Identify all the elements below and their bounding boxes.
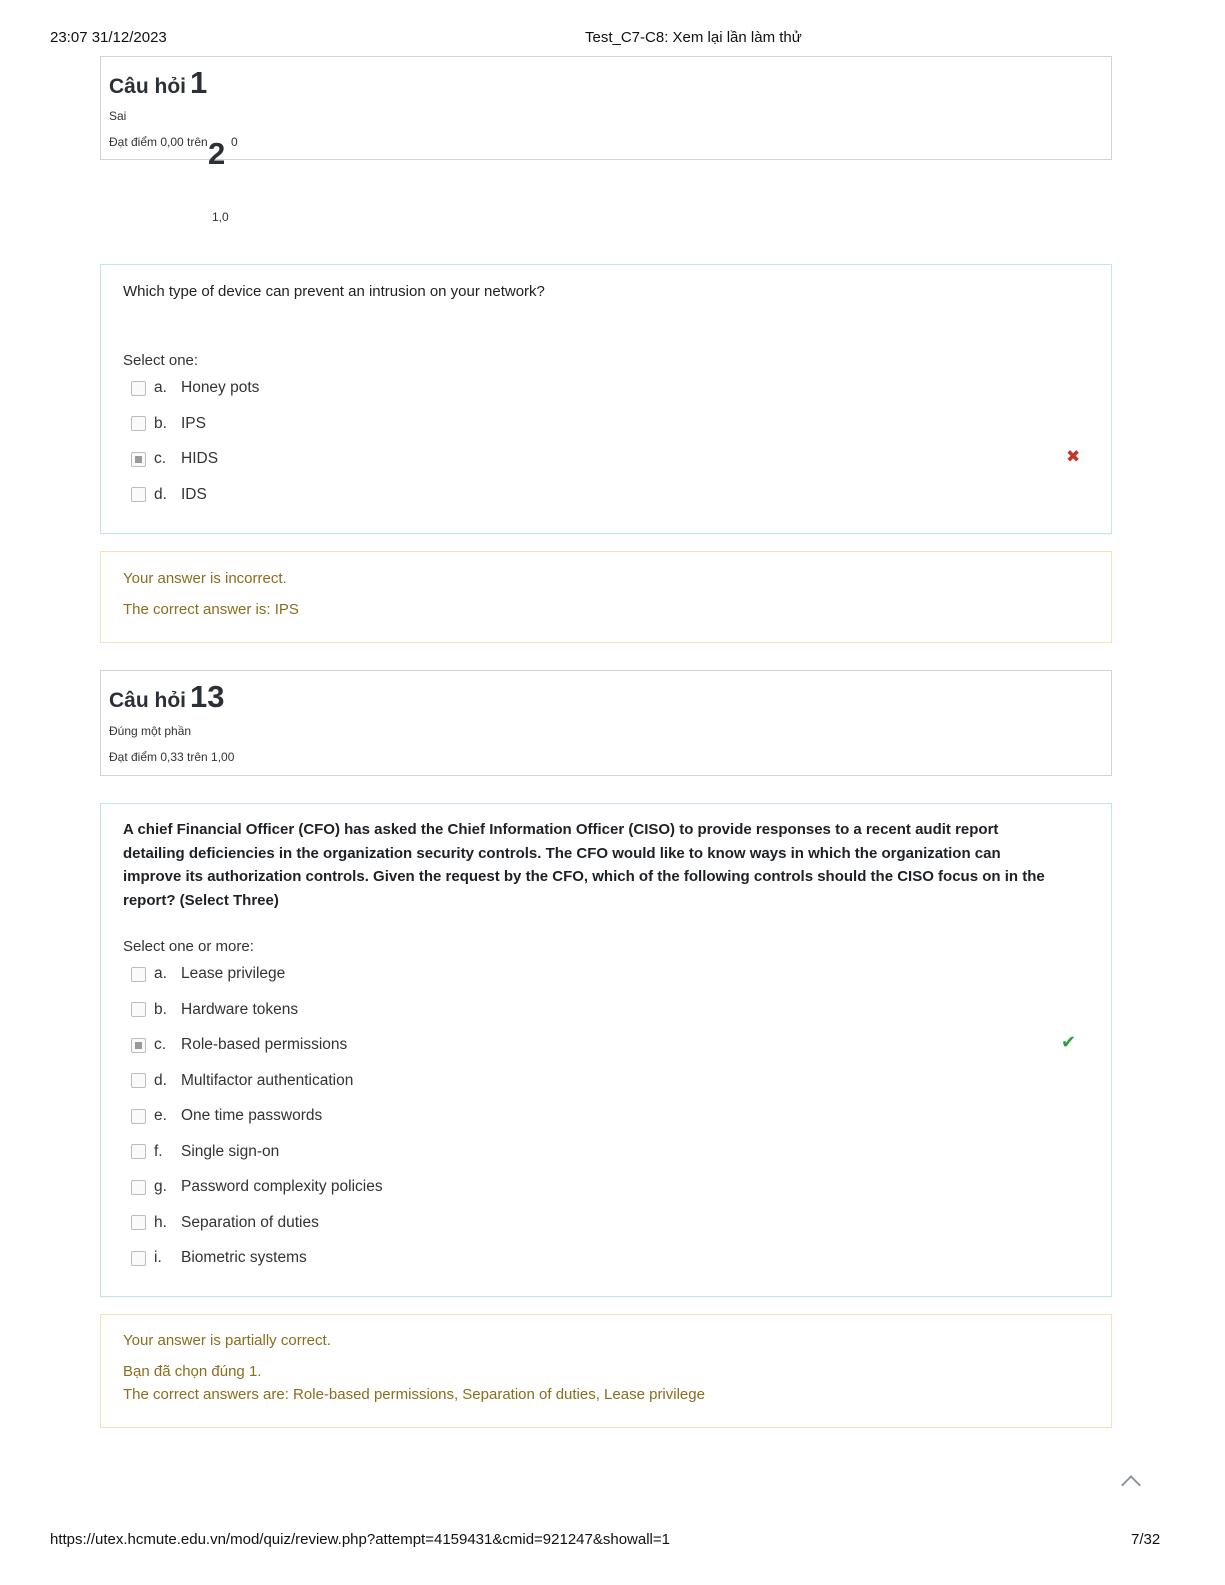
question-content-12 (100, 264, 1112, 534)
question-grade: Đạt điểm 0,33 trên 1,00 (109, 750, 235, 764)
answer-option[interactable] (131, 1070, 353, 1092)
option-label: HIDS (181, 450, 219, 467)
question-label: Câu hỏi (109, 75, 186, 98)
feedback-12 (100, 551, 1112, 643)
question-label: Câu hỏi (109, 689, 186, 712)
option-letter: c. (154, 450, 167, 467)
answer-prompt: Select one or more: (123, 938, 254, 955)
question-number: 13 (190, 679, 225, 714)
answer-option[interactable] (131, 1247, 307, 1269)
option-label: Role-based permissions (181, 1036, 348, 1053)
answer-option[interactable] (131, 1034, 347, 1056)
question-number: 1 (190, 65, 208, 100)
cross-icon: ✖ (1066, 447, 1081, 466)
option-label: IDS (181, 485, 207, 503)
question-text: Which type of device can prevent an intrusion on your network? (123, 283, 545, 300)
question-number-overflow: 2 (208, 136, 226, 171)
answer-checkbox[interactable] (131, 1251, 146, 1266)
answer-checkbox[interactable] (131, 1038, 146, 1053)
answer-option[interactable] (131, 448, 218, 470)
feedback-correct-answer: The correct answer is: IPS (123, 601, 299, 618)
answer-option[interactable] (131, 413, 206, 435)
option-label: Single sign-on (181, 1142, 280, 1160)
question-text: A chief Financial Officer (CFO) has asked the Chief Information Officer (CISO) to provide responses to a recent audit report detailing deficiencies in the organization security controls. The CFO would like to know ways in which the organization can improve its authorization controls. Given the request by the CFO, which of the following controls should the CISO focus on in the report? (Select Three) (123, 821, 1045, 909)
option-letter: b. (154, 414, 167, 432)
option-label: Lease privilege (181, 965, 286, 982)
option-label: Hardware tokens (181, 1000, 299, 1018)
answer-checkbox[interactable] (131, 452, 146, 467)
grade-overflow-max: 1,0 (212, 210, 229, 224)
option-letter: b. (154, 1000, 167, 1018)
feedback-status: Your answer is incorrect. (123, 570, 287, 587)
answer-option[interactable] (131, 1141, 279, 1163)
print-title: Test_C7-C8: Xem lại lần làm thử (585, 29, 802, 46)
option-letter: c. (154, 1036, 167, 1053)
answer-checkbox[interactable] (131, 967, 146, 982)
question-number-heading (109, 65, 207, 101)
print-page-number: 7/32 (1131, 1531, 1161, 1548)
option-letter: d. (154, 1071, 167, 1089)
answer-checkbox[interactable] (131, 1002, 146, 1017)
feedback-selected-count: Bạn đã chọn đúng 1. (123, 1363, 262, 1380)
answer-checkbox[interactable] (131, 1215, 146, 1230)
answer-checkbox[interactable] (131, 1144, 146, 1159)
option-letter: a. (154, 379, 167, 396)
answer-option[interactable] (131, 484, 207, 506)
option-label: Separation of duties (181, 1213, 319, 1231)
feedback-status: Your answer is partially correct. (123, 1332, 331, 1349)
answer-option[interactable] (131, 1105, 322, 1127)
option-label: Multifactor authentication (181, 1071, 354, 1089)
option-label: One time passwords (181, 1107, 323, 1124)
option-letter: i. (154, 1249, 162, 1266)
question-number-heading (109, 679, 224, 715)
print-url: https://utex.hcmute.edu.vn/mod/quiz/review.php?attempt=4159431&cmid=921247&showall=1 (50, 1531, 670, 1548)
back-to-top-icon[interactable] (1121, 1475, 1141, 1495)
feedback-13 (100, 1314, 1112, 1428)
option-label: Password complexity policies (181, 1178, 383, 1195)
feedback-correct-answer: The correct answers are: Role-based permissions, Separation of duties, Lease privilege (123, 1386, 705, 1403)
check-icon: ✔ (1061, 1032, 1077, 1052)
answer-option[interactable] (131, 377, 259, 399)
answer-checkbox[interactable] (131, 1073, 146, 1088)
option-letter: f. (154, 1142, 163, 1160)
option-letter: g. (154, 1178, 167, 1195)
question-info-13 (100, 670, 1112, 776)
answer-checkbox[interactable] (131, 381, 146, 396)
option-letter: e. (154, 1107, 167, 1124)
answer-checkbox[interactable] (131, 416, 146, 431)
option-letter: h. (154, 1213, 167, 1231)
question-state: Sai (109, 109, 127, 123)
print-datetime: 23:07 31/12/2023 (50, 29, 167, 46)
option-letter: a. (154, 965, 167, 982)
answer-option[interactable] (131, 1176, 383, 1198)
question-grade: Đạt điểm 0,00 trên (109, 135, 208, 149)
option-label: Honey pots (181, 379, 260, 396)
question-content-13 (100, 803, 1112, 1297)
question-info-12 (100, 56, 1112, 160)
question-state: Đúng một phần (109, 724, 192, 738)
grade-overflow: 0 (231, 135, 238, 149)
answer-prompt: Select one: (123, 352, 199, 369)
answer-checkbox[interactable] (131, 487, 146, 502)
answer-option[interactable] (131, 1212, 319, 1234)
answer-option[interactable] (131, 999, 298, 1021)
option-label: Biometric systems (181, 1249, 307, 1266)
option-label: IPS (181, 414, 206, 432)
option-letter: d. (154, 485, 167, 503)
answer-checkbox[interactable] (131, 1180, 146, 1195)
answer-option[interactable] (131, 963, 285, 985)
answer-checkbox[interactable] (131, 1109, 146, 1124)
